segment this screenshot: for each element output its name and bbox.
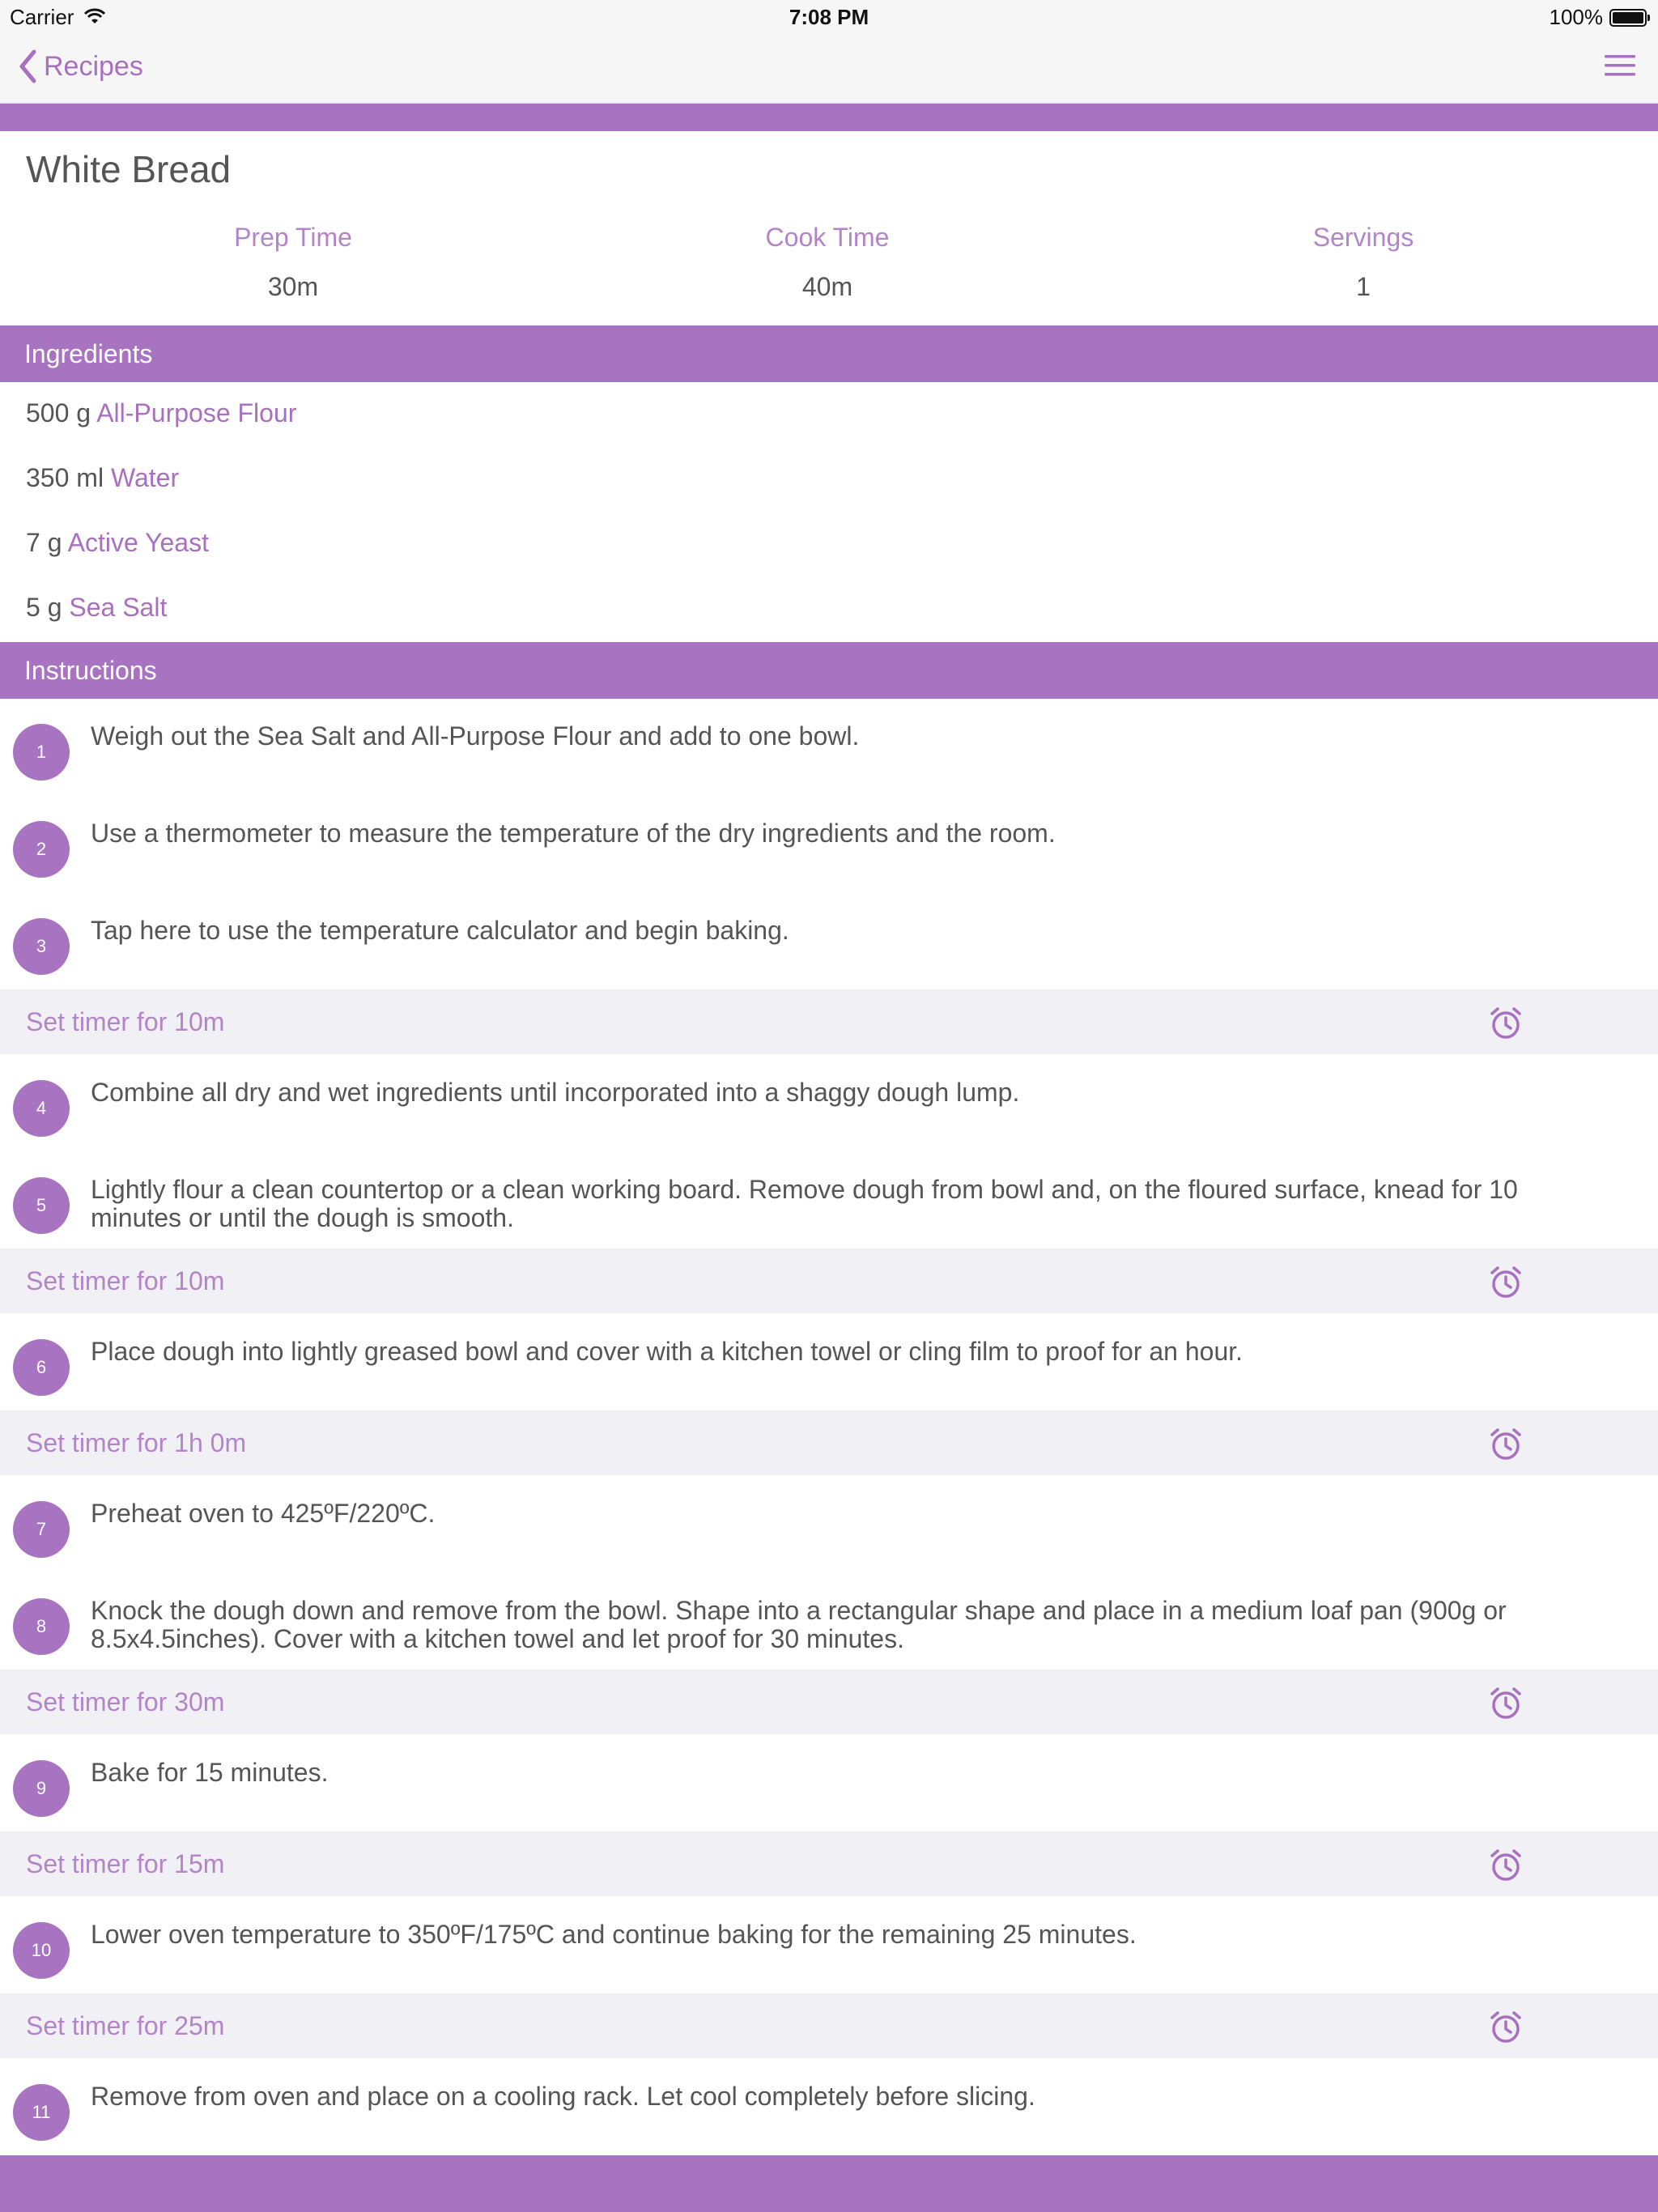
- ingredient-name[interactable]: Active Yeast: [67, 528, 209, 557]
- step-number-badge: 1: [13, 724, 70, 781]
- timer-label: Set timer for 30m: [26, 1687, 225, 1716]
- footer-bar: [0, 2155, 1658, 2212]
- step-text[interactable]: Place dough into lightly greased bowl and cover with a kitchen towel or cling film to proof for an hour.: [91, 1337, 1244, 1366]
- chevron-left-icon: [18, 49, 37, 84]
- servings: [1201, 223, 1525, 302]
- step-number-badge: 7: [13, 1501, 70, 1558]
- cook-time: [665, 223, 989, 302]
- timer-row[interactable]: [0, 1993, 1658, 2058]
- back-label: Recipes: [44, 50, 143, 82]
- timer-row[interactable]: [0, 1670, 1658, 1734]
- alarm-clock-icon[interactable]: [1488, 1006, 1524, 1045]
- ingredient-item[interactable]: [26, 528, 209, 558]
- alarm-clock-icon[interactable]: [1488, 2010, 1524, 2049]
- battery-icon: [1609, 9, 1647, 27]
- ingredients-header: Ingredients: [0, 325, 1658, 382]
- ingredient-quantity: 7 g: [26, 528, 68, 557]
- ingredient-name[interactable]: Sea Salt: [69, 593, 168, 622]
- battery-fill: [1613, 12, 1643, 23]
- step-text-calculator-link[interactable]: Tap here to use the temperature calculator and begin baking.: [91, 916, 789, 945]
- ingredient-quantity: 500 g: [26, 398, 97, 428]
- menu-button[interactable]: [1605, 53, 1635, 82]
- step-number-badge: 2: [13, 821, 70, 878]
- timer-row[interactable]: [0, 1831, 1658, 1896]
- timer-label: Set timer for 25m: [26, 2011, 225, 2040]
- alarm-clock-icon[interactable]: [1488, 1427, 1524, 1466]
- ingredient-item[interactable]: [26, 593, 167, 623]
- timer-label: Set timer for 15m: [26, 1849, 225, 1878]
- step-text[interactable]: Weigh out the Sea Salt and All-Purpose Flour and add to one bowl.: [91, 721, 860, 751]
- prep-time-label: Prep Time: [234, 223, 352, 252]
- prep-time: [131, 223, 455, 302]
- cook-time-value: 40m: [801, 272, 853, 301]
- step-number-badge: 8: [13, 1598, 70, 1655]
- hamburger-menu-icon: [1605, 53, 1635, 78]
- instructions-header: Instructions: [0, 642, 1658, 699]
- ingredient-quantity: 350 ml: [26, 463, 111, 492]
- ingredient-quantity: 5 g: [26, 593, 70, 622]
- step-number-badge: 4: [13, 1080, 70, 1137]
- prep-time-value: 30m: [267, 272, 319, 301]
- timer-label: Set timer for 1h 0m: [26, 1428, 247, 1457]
- cook-time-label: Cook Time: [765, 223, 890, 252]
- step-number-badge: 10: [13, 1922, 70, 1979]
- back-button[interactable]: [18, 49, 143, 84]
- navigation-bar: [0, 32, 1658, 104]
- step-text[interactable]: Use a thermometer to measure the temperature of the dry ingredients and the room.: [91, 819, 1056, 848]
- timer-row[interactable]: [0, 1249, 1658, 1313]
- step-number-badge: 3: [13, 918, 70, 975]
- carrier-label: Carrier: [10, 5, 74, 29]
- step-text[interactable]: Knock the dough down and remove from the bowl. Shape into a rectangular shape and place in a medium loaf pan (900g or 8.5x4.5inches). Cover with a kitchen towel and let proof for 30 minutes.: [91, 1596, 1507, 1653]
- servings-value: 1: [1356, 272, 1371, 301]
- status-time: 7:08 PM: [789, 5, 869, 29]
- step-text[interactable]: Lightly flour a clean countertop or a clean working board. Remove dough from bowl and, on the floured surface, knead for 10 minutes or until the dough is smooth.: [91, 1175, 1518, 1232]
- step-number-badge: 9: [13, 1760, 70, 1817]
- step-text[interactable]: Preheat oven to 425ºF/220ºC.: [91, 1499, 436, 1528]
- timer-row[interactable]: [0, 1410, 1658, 1475]
- ingredient-item[interactable]: [26, 463, 179, 493]
- alarm-clock-icon[interactable]: [1488, 1265, 1524, 1304]
- step-text[interactable]: Remove from oven and place on a cooling rack. Let cool completely before slicing.: [91, 2082, 1035, 2111]
- ingredient-item[interactable]: [26, 398, 296, 428]
- step-number-badge: 11: [13, 2084, 70, 2141]
- ingredient-name[interactable]: All-Purpose Flour: [96, 398, 297, 428]
- timer-label: Set timer for 10m: [26, 1007, 225, 1036]
- step-text[interactable]: Bake for 15 minutes.: [91, 1758, 329, 1787]
- status-right: [1550, 5, 1647, 30]
- step-text[interactable]: Lower oven temperature to 350ºF/175ºC and continue baking for the remaining 25 minutes.: [91, 1920, 1137, 1949]
- ingredient-name[interactable]: Water: [110, 463, 180, 492]
- battery-percent: 100%: [1549, 5, 1603, 29]
- timer-label: Set timer for 10m: [26, 1266, 225, 1295]
- accent-strip: [0, 104, 1658, 131]
- step-text[interactable]: Combine all dry and wet ingredients until incorporated into a shaggy dough lump.: [91, 1078, 1020, 1107]
- alarm-clock-icon[interactable]: [1488, 1686, 1524, 1725]
- status-bar: [0, 0, 1658, 32]
- alarm-clock-icon[interactable]: [1488, 1848, 1524, 1887]
- recipe-title: White Bread: [26, 148, 232, 190]
- step-number-badge: 5: [13, 1177, 70, 1234]
- servings-label: Servings: [1312, 223, 1414, 252]
- timer-row[interactable]: [0, 989, 1658, 1054]
- step-number-badge: 6: [13, 1339, 70, 1396]
